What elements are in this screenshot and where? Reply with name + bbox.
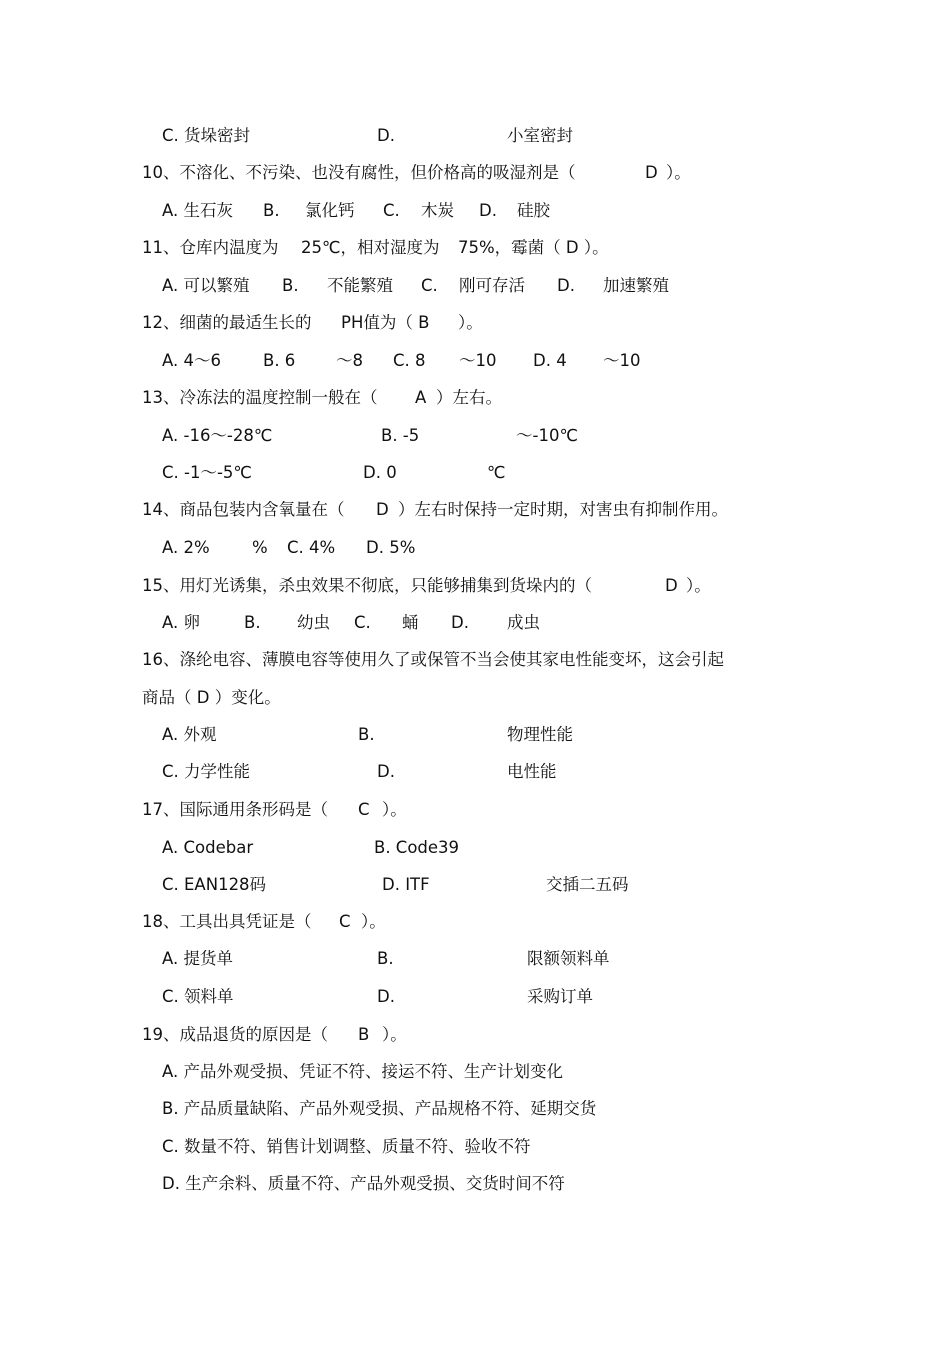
option-a: A. 4～6 xyxy=(162,351,221,370)
option-a: A. 外观 xyxy=(162,725,217,744)
question-text-end: ）。 xyxy=(382,1025,407,1044)
option-c: C. 领料单 xyxy=(162,987,234,1006)
question-text: 18、工具出具凭证是（ xyxy=(142,912,312,931)
question-text-end: 75%，霉菌（ D ）。 xyxy=(458,238,609,257)
question-text-end: ）。 xyxy=(686,576,711,595)
question-text: PH值为（ B xyxy=(341,313,430,332)
option-a: A. 卵 xyxy=(162,613,200,632)
option-c-text: 木炭 xyxy=(421,201,454,220)
option-d-label: D. xyxy=(377,126,395,145)
option-b-range: ～-10℃ xyxy=(516,426,578,445)
option-a: A. 产品外观受损、凭证不符、接运不符、生产计划变化 xyxy=(162,1062,563,1081)
option-d-text: 电性能 xyxy=(507,762,557,781)
option-c-label: C. xyxy=(354,613,371,632)
option-a: A. 可以繁殖 xyxy=(162,276,250,295)
question-text: 13、冷冻法的温度控制一般在（ xyxy=(142,388,378,407)
option-c: C. 力学性能 xyxy=(162,762,251,781)
option-d-label: D. xyxy=(377,762,395,781)
option-a: A. -16～-28℃ xyxy=(162,426,273,445)
option-d-text: 硅胶 xyxy=(517,201,550,220)
option-b-label: B. xyxy=(263,201,280,220)
option-c: C. 数量不符、销售计划调整、质量不符、验收不符 xyxy=(162,1137,531,1156)
option-b-range: ～8 xyxy=(336,351,363,370)
answer: D xyxy=(645,163,658,182)
option-d-range: ～10 xyxy=(603,351,641,370)
question-text-end: ）。 xyxy=(458,313,483,332)
option-d: D. 4 xyxy=(533,351,567,370)
question-text: 19、成品退货的原因是（ xyxy=(142,1025,328,1044)
answer: A xyxy=(415,388,427,407)
option-d-label: D. xyxy=(479,201,497,220)
answer: C xyxy=(358,800,370,819)
option-b-text: 限额领料单 xyxy=(527,949,610,968)
option-b: % xyxy=(252,538,268,557)
option-b-label: B. xyxy=(244,613,261,632)
option-d: D. 5% xyxy=(366,538,416,557)
option-a: A. 2% xyxy=(162,538,210,557)
option-c: C. EAN128码 xyxy=(162,875,267,894)
option-c-text: 刚可存活 xyxy=(459,276,525,295)
option-a: A. 提货单 xyxy=(162,949,233,968)
question-text: 10、不溶化、不污染、也没有腐性，但价格高的吸湿剂是（ xyxy=(142,163,576,182)
option-a: A. Codebar xyxy=(162,838,254,857)
question-text: 11、仓库内温度为 xyxy=(142,238,279,257)
question-text-end: ）。 xyxy=(382,800,407,819)
option-b-label: B. xyxy=(358,725,375,744)
question-text-end: ）左右时保持一定时期，对害虫有抑制作用。 xyxy=(398,500,728,519)
option-b-label: B. xyxy=(377,949,394,968)
option-b: B. 产品质量缺陷、产品外观受损、产品规格不符、延期交货 xyxy=(162,1099,597,1118)
option-d: D. 0 xyxy=(363,463,397,482)
option-c: C. -1～-5℃ xyxy=(162,463,252,482)
option-b: B. -5 xyxy=(381,426,420,445)
option-c-range: ～10 xyxy=(459,351,497,370)
option-d-label: D. xyxy=(451,613,469,632)
option-d-label: D. xyxy=(557,276,575,295)
option-d-unit: ℃ xyxy=(487,463,506,482)
option-b-text: 不能繁殖 xyxy=(327,276,393,295)
option-c: C. 4% xyxy=(287,538,336,557)
question-text: 商品（ D ）变化。 xyxy=(142,688,281,707)
option-d-label: D. xyxy=(377,987,395,1006)
option-c: C. 8 xyxy=(393,351,426,370)
question-text-end: ）。 xyxy=(666,163,691,182)
question-text-end: ）。 xyxy=(361,912,386,931)
option-c: C. 货垛密封 xyxy=(162,126,251,145)
question-text: 17、国际通用条形码是（ xyxy=(142,800,328,819)
option-d-text: 小室密封 xyxy=(507,126,573,145)
option-c-label: C. xyxy=(383,201,400,220)
option-a: A. 生石灰 xyxy=(162,201,233,220)
option-b: B. 6 xyxy=(263,351,296,370)
option-d: D. 生产余料、质量不符、产品外观受损、交货时间不符 xyxy=(162,1174,565,1193)
question-text: 16、涤纶电容、薄膜电容等使用久了或保管不当会使其家电性能变坏，这会引起 xyxy=(142,650,724,669)
option-b-text: 物理性能 xyxy=(507,725,573,744)
answer: C xyxy=(339,912,351,931)
option-b-label: B. xyxy=(282,276,299,295)
answer: B xyxy=(358,1025,370,1044)
question-text: 14、商品包装内含氧量在（ xyxy=(142,500,345,519)
option-d-text: 加速繁殖 xyxy=(603,276,669,295)
option-b-text: 氯化钙 xyxy=(305,201,355,220)
option-d-text: 成虫 xyxy=(507,613,540,632)
question-text: 25℃，相对湿度为 xyxy=(301,238,440,257)
option-b: B. Code39 xyxy=(374,838,460,857)
question-text: 12、细菌的最适生长的 xyxy=(142,313,312,332)
option-d-label: D. ITF xyxy=(382,875,430,894)
option-b-text: 幼虫 xyxy=(297,613,330,632)
answer: D xyxy=(665,576,678,595)
option-d-text: 采购订单 xyxy=(527,987,593,1006)
question-text-end: ）左右。 xyxy=(436,388,502,407)
option-c-text: 蛹 xyxy=(402,613,419,632)
question-text: 15、用灯光诱集，杀虫效果不彻底，只能够捕集到货垛内的（ xyxy=(142,576,592,595)
option-c-label: C. xyxy=(421,276,438,295)
option-d-text: 交插二五码 xyxy=(546,875,629,894)
answer: D xyxy=(376,500,389,519)
